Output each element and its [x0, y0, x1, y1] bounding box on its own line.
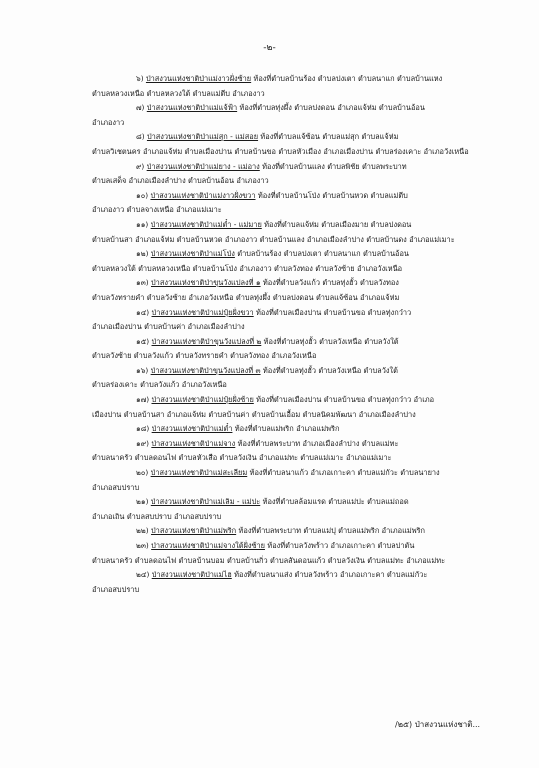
reserve-name: ป่าสงวนแห่งชาติป่าแม่ปุ๋ยฝั่งขวา [151, 307, 254, 317]
entry-location: ท้องที่ตำบลบ้านร้อง ตำบลปงเตา ตำบลนาแก ตำบลบ้านแหง [251, 74, 443, 83]
reserve-name: ป่าสงวนแห่งชาติป่าแม่เลิม - แม่ปะ [150, 497, 261, 507]
entry-location: ท้องที่ตำบลเมืองปาน ตำบลบ้านขอ ตำบลทุ่งกว๋าว [253, 307, 412, 317]
entry-first-line [92, 524, 496, 539]
reserve-name: ป่าสงวนแห่งชาติป่าแม่ปุ๋ยฝั่งซ้าย [151, 395, 254, 405]
reserve-name: ป่าสงวนแห่งชาติป่าแม่ต๋ำ [151, 424, 233, 434]
list-item [92, 393, 496, 422]
entry-location: ท้องที่ตำบลแจ้ซ้อน ตำบลแม่สุก ตำบลแจ้ห่ม [258, 132, 399, 142]
entry-location: ท้องที่ตำบลแจ้ห่ม ตำบลเมืองมาย ตำบลปงดอน [261, 219, 412, 229]
list-item [92, 247, 496, 276]
entry-first-line [92, 422, 496, 437]
entry-number: ๒๐) [136, 468, 151, 478]
entry-number: ๑๙) [136, 438, 152, 448]
entry-first-line [92, 495, 496, 510]
entry-number: ๑๕) [136, 336, 152, 346]
entry-continuation: ตำบลวังทรายคำ ตำบลวังซ้าย อำเภอวังเหนือ ตำบลทุ่งผึ้ง ตำบลปงดอน ตำบลแจ้ซ้อน อำเภอแจ้ห่ม [92, 292, 400, 302]
reserve-name: ป่าสงวนแห่งชาติป่าแม่สุก - แม่สอย [146, 132, 259, 142]
entry-continuation: ตำบลวังซ้าย ตำบลวังแก้ว ตำบลวังทรายคำ ตำบลวังทอง อำเภอวังเหนือ [92, 351, 317, 361]
entry-number: ๒๒) [136, 526, 151, 536]
list-item [92, 306, 496, 335]
list-item [92, 568, 496, 597]
reserve-name: ป่าสงวนแห่งชาติป่าแม่พริก [150, 526, 237, 536]
list-item [92, 189, 496, 218]
list-item [92, 72, 496, 101]
reserve-name: ป่าสงวนแห่งชาติป่าแม่แจ้ฟ้า [146, 103, 238, 113]
reserve-name: ป่าสงวนแห่งชาติป่าแม่จาง [151, 438, 236, 448]
reserve-name: ป่าสงวนแห่งชาติป่าแม่งาวฝั่งซ้าย [145, 74, 252, 83]
entry-location: ท้องที่ตำบลวังพร้าว อำเภอเกาะคา ตำบลปาตัน [264, 541, 415, 550]
entry-location: ท้องที่ตำบลแม่พริก อำเภอแม่พริก [232, 424, 340, 434]
entry-location: ท้องที่ตำบลทุ่งฮั้ว ตำบลวังเหนือ ตำบลวังใต้ [261, 336, 399, 346]
entry-first-line [92, 335, 496, 350]
entry-continuation: ตำบลนาครัว ตำบลดอนไฟ ตำบลหัวเสือ ตำบลวังเงิน อำเภอแม่ทะ ตำบลแม่เมาะ อำเภอแม่เมาะ [92, 453, 392, 463]
list-item [92, 218, 496, 247]
entry-continuation: ตำบลร่องเคาะ ตำบลวังแก้ว อำเภอวังเหนือ [92, 380, 227, 390]
entry-number: ๘) [136, 132, 147, 142]
entry-location: ท้องที่ตำบลนาแส่ง ตำบลวังพร้าว อำเภอเกาะคา ตำบลแม่กัวะ [231, 570, 428, 580]
entry-first-line [92, 160, 496, 175]
entry-first-line [92, 218, 496, 233]
entry-first-line [92, 189, 496, 204]
entry-location: ท้องที่ตำบลนาแก้ว อำเภอเกาะคา ตำบลแม่กัวะ ตำบลนายาง [247, 468, 440, 478]
entry-first-line [92, 276, 496, 291]
list-item [92, 335, 496, 364]
entry-number: ๑๔) [136, 307, 152, 317]
list-item [92, 539, 496, 568]
entry-number: ๗) [136, 103, 147, 113]
entry-location: ท้องที่ตำบลพระบาท ตำบลแม่ปุ ตำบลแม่พริก อำเภอแม่พริก [236, 526, 426, 536]
entry-number: ๑๗) [136, 395, 152, 405]
entry-continuation: ตำบลเสด็จ อำเภอเมืองลำปาง ตำบลบ้านอ้อน อำเภองาว [92, 176, 269, 186]
entry-number: ๙) [136, 161, 147, 171]
entry-number: ๑๓) [136, 278, 151, 288]
list-item [92, 276, 496, 305]
reserve-name: ป่าสงวนแห่งชาติป่าแม่ต๋ำ - แม่มาย [150, 219, 262, 229]
entry-continuation: ตำบลวิเชตนคร อำเภอแจ้ห่ม ตำบลเมืองปาน ตำบลบ้านขอ ตำบลหัวเมือง อำเภอเมืองปาน ตำบลร่องเคาะ อำเภอวังเหนือ [92, 146, 469, 156]
entry-continuation: ตำบลบ้านสา อำเภอแจ้ห่ม ตำบลบ้านหวด อำเภองาว ตำบลบ้านแลง อำเภอเมืองลำปาง ตำบลบ้านดง อำเภอแม่เมาะ [92, 234, 455, 244]
entry-number: ๒๓) [136, 541, 152, 550]
list-item [92, 130, 496, 159]
entry-number: ๑๖) [136, 365, 151, 375]
page-number: -๒- [263, 43, 276, 53]
reserve-name: ป่าสงวนแห่งชาติป่าแม่จางใต้ฝั่งซ้าย [151, 541, 265, 550]
entry-continuation: อำเภอสบปราบ [92, 584, 140, 594]
entry-location: ท้องที่ตำบลพระบาท อำเภอเมืองลำปาง ตำบลแม่ทะ [235, 438, 399, 448]
list-item [92, 524, 496, 539]
entry-first-line [92, 247, 496, 262]
entry-first-line [92, 364, 496, 379]
reserve-name: ป่าสงวนแห่งชาติป่าขุนวังแปลงที่ ๓ [150, 365, 261, 375]
entry-number: ๖) [136, 74, 146, 83]
list-item [92, 466, 496, 495]
entry-continuation: ตำบลนาครัว ตำบลดอนไฟ ตำบลบ้านบอม ตำบลบ้านกิ่ว ตำบลสันดอนแก้ว ตำบลวังเงิน ตำบลแม่ทะ อำเภอแม่ทะ [92, 555, 446, 565]
entry-location: ท้องที่ตำบลบ้านแลง ตำบลพิชัย ตำบลพระบาท [259, 161, 407, 171]
entry-first-line [92, 306, 496, 321]
reserve-name: ป่าสงวนแห่งชาติป่าขุนวังแปลงที่ ๑ [150, 278, 261, 288]
entry-continuation: เมืองปาน ตำบลบ้านสา อำเภอแจ้ห่ม ตำบลบ้านค่า ตำบลบ้านเอื้อม ตำบลนิคมพัฒนา อำเภอเมืองลำปาง [92, 409, 416, 419]
list-item [92, 160, 496, 189]
entry-first-line [92, 539, 496, 554]
entry-location: ตำบลบ้านร้อง ตำบลปงเตา ตำบลนาแก ตำบลบ้านอ้อน [234, 249, 409, 259]
list-item [92, 364, 496, 393]
entry-first-line [92, 130, 496, 145]
reserve-name: ป่าสงวนแห่งชาติป่าแม่ไฮ [151, 570, 232, 580]
entry-number: ๒๑) [136, 497, 151, 507]
entry-first-line [92, 568, 496, 583]
list-item [92, 101, 496, 130]
continuation-note: /๒๕) ป่าสงวนแห่งชาติ... [395, 720, 481, 729]
entry-number: ๑๐) [136, 190, 151, 200]
list-item [92, 437, 496, 466]
forest-reserve-list [92, 72, 496, 597]
entry-continuation: อำเภอสบปราบ [92, 482, 140, 492]
entry-number: ๒๔) [136, 570, 152, 580]
entry-number: ๑๒) [136, 249, 151, 259]
entry-continuation: ตำบลหลวงใต้ ตำบลหลวงเหนือ ตำบลบ้านโป่ง อำเภองาว ตำบลวังทอง ตำบลวังซ้าย อำเภอวังเหนือ [92, 263, 403, 273]
entry-first-line [92, 72, 496, 87]
entry-location: ท้องที่ตำบลทุ่งผึ้ง ตำบลปงดอน อำเภอแจ้ห่ม ตำบลบ้านอ้อน [237, 103, 425, 113]
entry-first-line [92, 101, 496, 116]
entry-first-line [92, 466, 496, 481]
entry-number: ๑๘) [136, 424, 152, 434]
entry-location: ท้องที่ตำบลเมืองปาน ตำบลบ้านขอ ตำบลทุ่งกว๋าว อำเภอ [253, 395, 435, 405]
entry-location: ท้องที่ตำบลล้อมแรด ตำบลแม่ปะ ตำบลแม่ถอด [260, 497, 409, 507]
reserve-name: ป่าสงวนแห่งชาติป่าแม่ยาง - แม่อาง [146, 161, 260, 171]
document-body [92, 72, 496, 597]
entry-location: ท้องที่ตำบลบ้านโป่ง ตำบลบ้านหวด ตำบลแม่ตีบ [255, 190, 408, 200]
entry-continuation: อำเภอเมืองปาน ตำบลบ้านค่า อำเภอเมืองลำปาง [92, 322, 245, 332]
entry-first-line [92, 393, 496, 408]
entry-number: ๑๑) [136, 219, 151, 229]
list-item [92, 495, 496, 524]
reserve-name: ป่าสงวนแห่งชาติป่าแม่งาวฝั่งขวา [150, 190, 256, 200]
entry-first-line [92, 437, 496, 452]
list-item [92, 422, 496, 437]
entry-continuation: อำเภอเถิน ตำบลสบปราบ อำเภอสบปราบ [92, 511, 222, 521]
reserve-name: ป่าสงวนแห่งชาติป่าขุนวังแปลงที่ ๒ [151, 336, 262, 346]
entry-location: ท้องที่ตำบลทุ่งฮั้ว ตำบลวังเหนือ ตำบลวังใต้ [260, 365, 398, 375]
entry-location: ท้องที่ตำบลวังแก้ว ตำบลทุ่งฮั้ว ตำบลวังทอง [260, 278, 399, 288]
entry-continuation: อำเภองาว ตำบลจางเหนือ อำเภอแม่เมาะ [92, 205, 222, 215]
reserve-name: ป่าสงวนแห่งชาติป่าแม่สะเลียม [150, 468, 248, 478]
reserve-name: ป่าสงวนแห่งชาติป่าแม่โป่ง [150, 249, 235, 259]
entry-continuation: อำเภองาว [92, 117, 125, 127]
entry-continuation: ตำบลหลวงเหนือ ตำบลหลวงใต้ ตำบลแม่ตีบ อำเภองาว [92, 88, 265, 98]
